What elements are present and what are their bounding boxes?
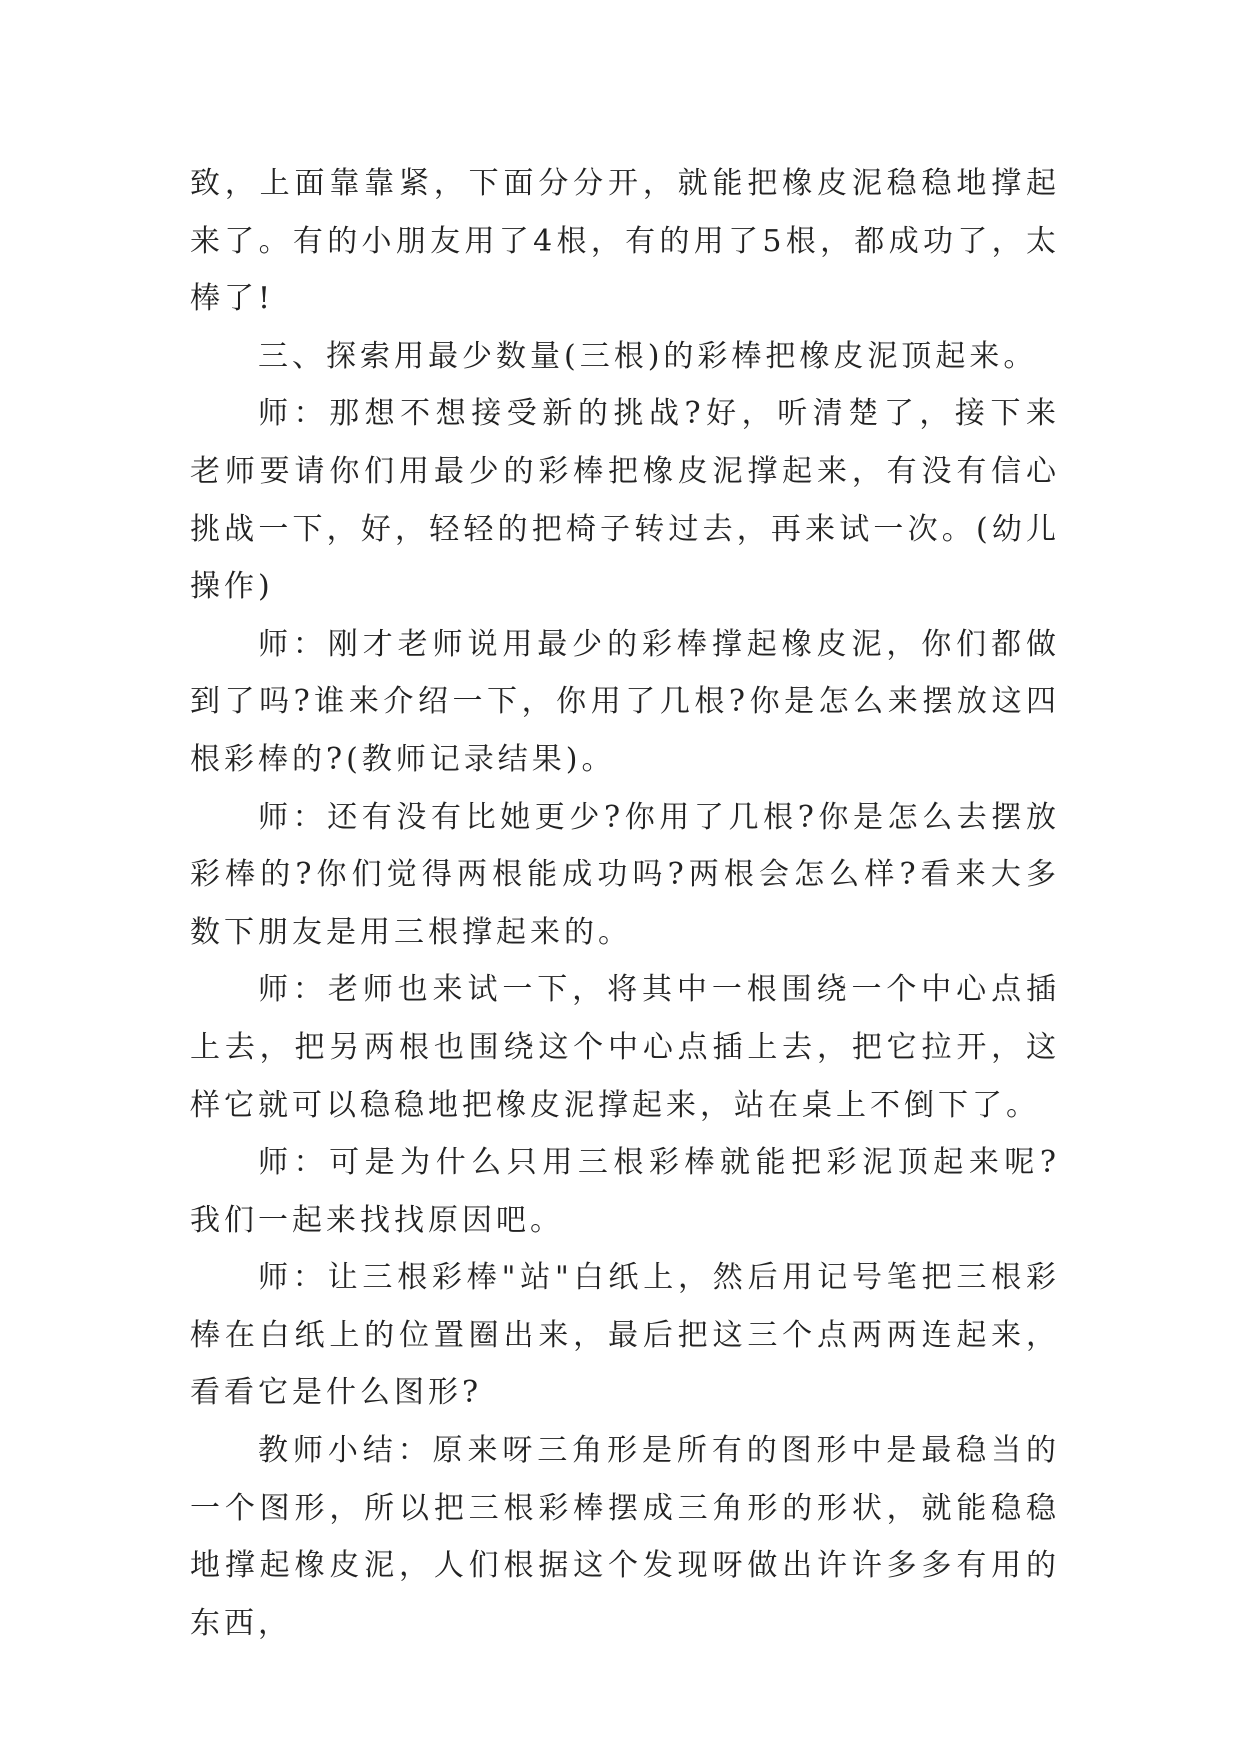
paragraph-teacher-demo: 师：老师也来试一下，将其中一根围绕一个中心点插上去，把另两根也围绕这个中心点插上去，把它拉开，这样它就可以稳稳地把橡皮泥撑起来，站在桌上不倒下了。 xyxy=(190,972,1060,1123)
paragraph-teacher-question: 师：刚才老师说用最少的彩棒撑起橡皮泥，你们都做到了吗?谁来介绍一下，你用了几根?你是怎么来摆放这四根彩棒的?(教师记录结果)。 xyxy=(190,626,1060,777)
paragraph-teacher-paper: 师：让三根彩棒"站"白纸上，然后用记号笔把三根彩棒在白纸上的位置圈出来，最后把这三个点两两连起来，看看它是什么图形? xyxy=(190,1260,1060,1411)
paragraph-teacher-why: 师：可是为什么只用三根彩棒就能把彩泥顶起来呢?我们一起来找找原因吧。 xyxy=(190,1145,1060,1238)
paragraph-teacher-fewer: 师：还有没有比她更少?你用了几根?你是怎么去摆放彩棒的?你们觉得两根能成功吗?两根会怎么样?看来大多数下朋友是用三根撑起来的。 xyxy=(190,799,1060,950)
paragraph-teacher-challenge: 师：那想不想接受新的挑战?好，听清楚了，接下来老师要请你们用最少的彩棒把橡皮泥撑起来，有没有信心挑战一下，好，轻轻的把椅子转过去，再来试一次。(幼儿操作) xyxy=(190,396,1060,605)
paragraph-teacher-summary: 教师小结：原来呀三角形是所有的图形中是最稳当的一个图形，所以把三根彩棒摆成三角形的形状，就能稳稳地撑起橡皮泥，人们根据这个发现呀做出许许多多有用的东西， xyxy=(190,1433,1060,1641)
paragraph-continuation: 致，上面靠靠紧，下面分分开，就能把橡皮泥稳稳地撑起来了。有的小朋友用了4根，有的用了5根，都成功了，太棒了! xyxy=(190,166,1060,317)
document-body xyxy=(190,155,1060,1652)
section-heading-three: 三、探索用最少数量(三根)的彩棒把橡皮泥顶起来。 xyxy=(258,338,1038,374)
